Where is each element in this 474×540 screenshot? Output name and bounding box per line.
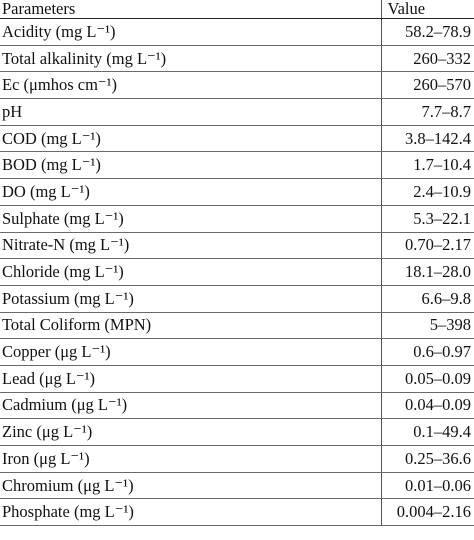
value-cell: 0.04–0.09 — [381, 392, 474, 419]
table-row — [0, 152, 474, 179]
table-row — [0, 205, 474, 232]
table-row — [0, 365, 474, 392]
value-cell: 260–332 — [381, 45, 474, 72]
parameter-cell: pH — [0, 99, 381, 126]
header-value: Value — [381, 0, 474, 19]
parameter-cell: Sulphate (mg L⁻¹) — [0, 205, 381, 232]
parameter-cell: Acidity (mg L⁻¹) — [0, 19, 381, 46]
value-cell: 5.3–22.1 — [381, 205, 474, 232]
table-row — [0, 312, 474, 339]
value-cell: 0.004–2.16 — [381, 499, 474, 526]
value-cell: 0.05–0.09 — [381, 365, 474, 392]
value-cell: 18.1–28.0 — [381, 259, 474, 286]
value-cell: 0.01–0.06 — [381, 472, 474, 499]
value-cell: 58.2–78.9 — [381, 19, 474, 46]
header-parameters: Parameters — [0, 0, 381, 19]
table-row — [0, 446, 474, 473]
parameter-cell: Total Coliform (MPN) — [0, 312, 381, 339]
value-cell: 260–570 — [381, 72, 474, 99]
table-row — [0, 179, 474, 206]
table-row — [0, 392, 474, 419]
parameter-cell: Copper (μg L⁻¹) — [0, 339, 381, 366]
parameter-cell: Zinc (μg L⁻¹) — [0, 419, 381, 446]
table-row — [0, 419, 474, 446]
parameter-cell: Lead (μg L⁻¹) — [0, 365, 381, 392]
value-cell: 7.7–8.7 — [381, 99, 474, 126]
parameter-cell: Cadmium (μg L⁻¹) — [0, 392, 381, 419]
value-cell: 0.6–0.97 — [381, 339, 474, 366]
parameter-cell: Total alkalinity (mg L⁻¹) — [0, 45, 381, 72]
value-cell: 2.4–10.9 — [381, 179, 474, 206]
value-cell: 0.70–2.17 — [381, 232, 474, 259]
parameter-cell: Iron (μg L⁻¹) — [0, 446, 381, 473]
table-row — [0, 339, 474, 366]
parameter-cell: BOD (mg L⁻¹) — [0, 152, 381, 179]
value-cell: 3.8–142.4 — [381, 125, 474, 152]
table-row — [0, 472, 474, 499]
table-header-row — [0, 0, 474, 19]
value-cell: 1.7–10.4 — [381, 152, 474, 179]
table-row — [0, 45, 474, 72]
parameter-cell: Chloride (mg L⁻¹) — [0, 259, 381, 286]
value-cell: 0.1–49.4 — [381, 419, 474, 446]
table-row — [0, 259, 474, 286]
table-row — [0, 285, 474, 312]
table-row — [0, 19, 474, 46]
value-cell: 6.6–9.8 — [381, 285, 474, 312]
parameter-cell: Nitrate-N (mg L⁻¹) — [0, 232, 381, 259]
parameter-cell: Chromium (μg L⁻¹) — [0, 472, 381, 499]
table-row — [0, 499, 474, 526]
parameter-cell: Phosphate (mg L⁻¹) — [0, 499, 381, 526]
parameter-cell: Potassium (mg L⁻¹) — [0, 285, 381, 312]
value-cell: 5–398 — [381, 312, 474, 339]
parameter-cell: COD (mg L⁻¹) — [0, 125, 381, 152]
table-row — [0, 72, 474, 99]
table-row — [0, 232, 474, 259]
table-row — [0, 125, 474, 152]
parameter-cell: Ec (μmhos cm⁻¹) — [0, 72, 381, 99]
parameter-cell: DO (mg L⁻¹) — [0, 179, 381, 206]
table-row — [0, 99, 474, 126]
value-cell: 0.25–36.6 — [381, 446, 474, 473]
